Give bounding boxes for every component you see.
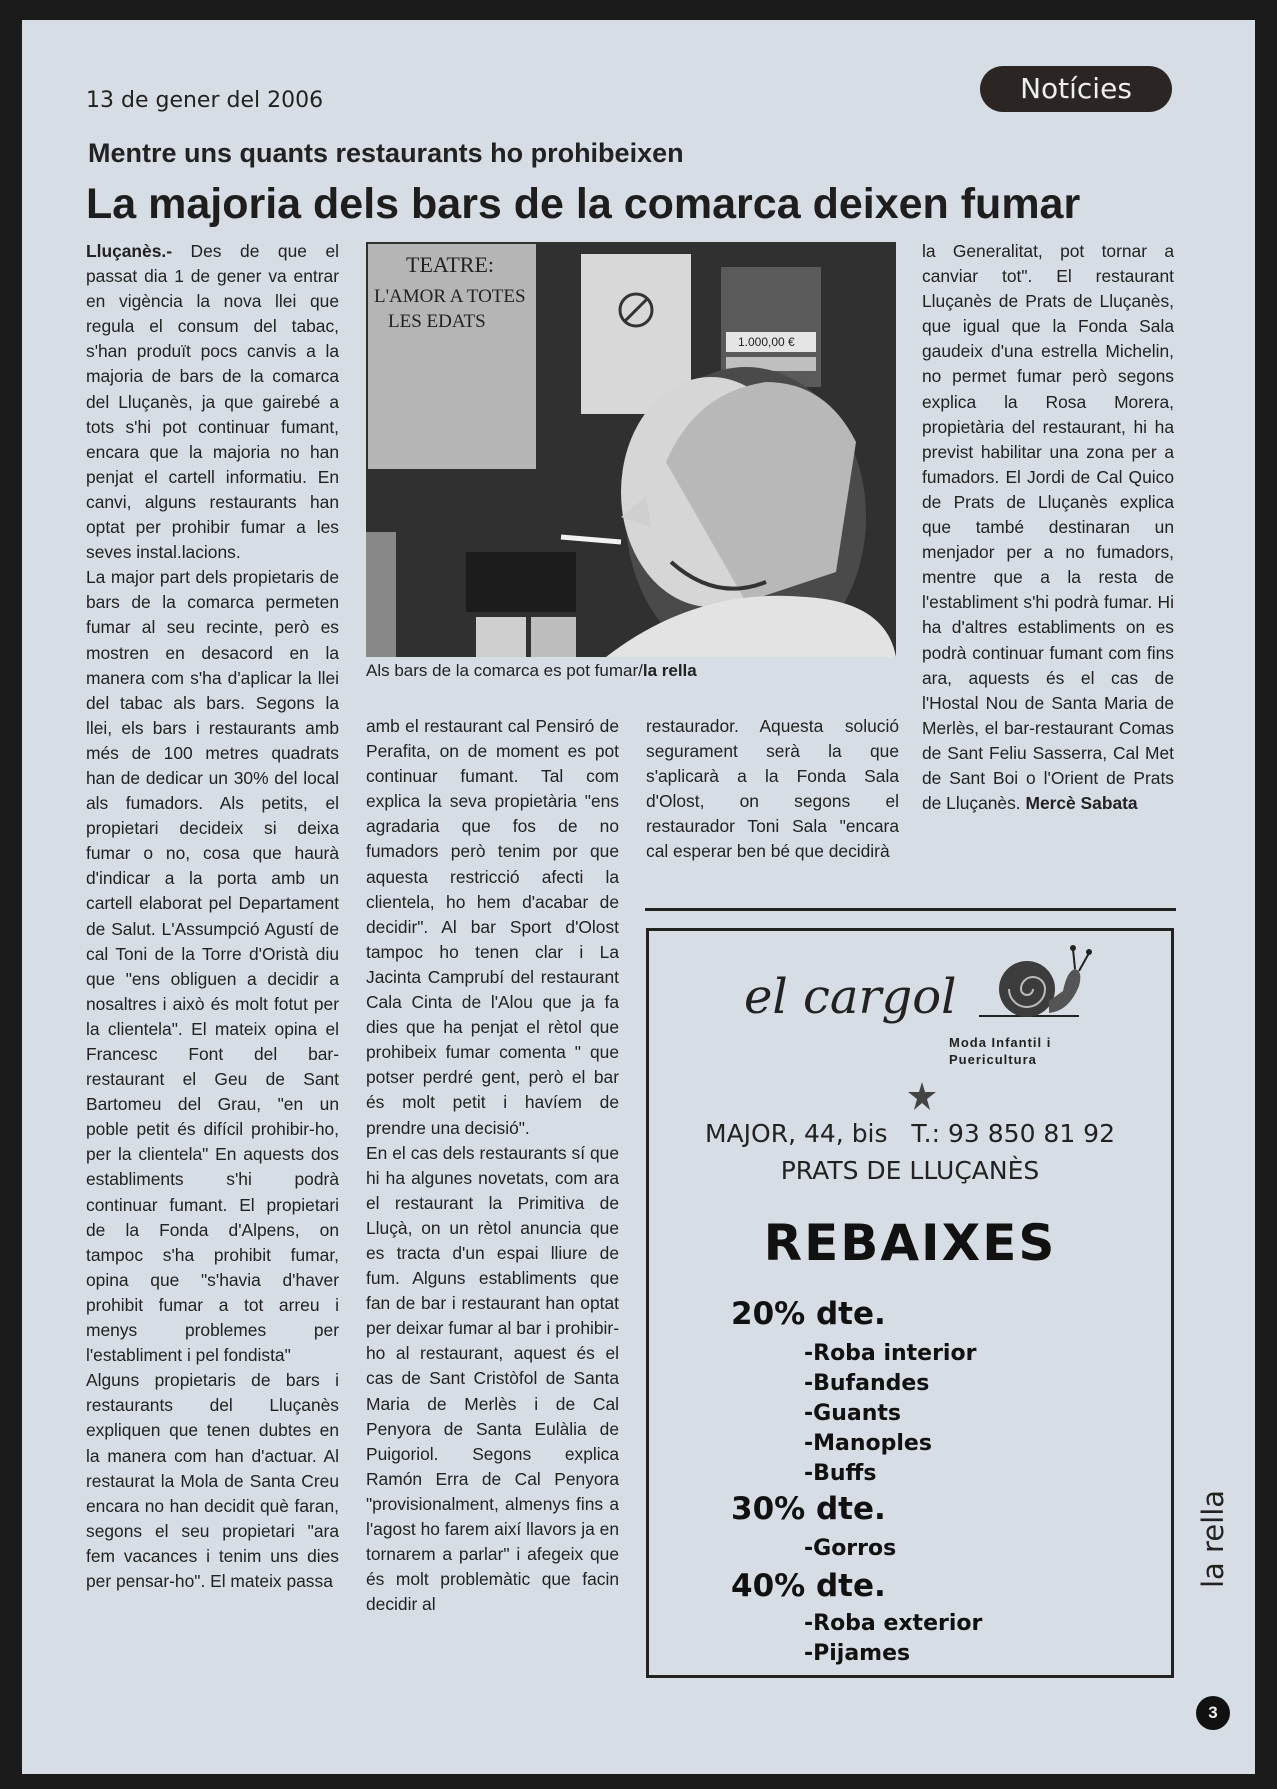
sale-item: -Buffs bbox=[804, 1461, 877, 1486]
photo-illustration bbox=[366, 242, 896, 657]
discount-30: 30% dte. bbox=[731, 1491, 886, 1527]
article-column-1 bbox=[86, 239, 339, 1679]
article-headline: La majoria dels bars de la comarca deixen fumar bbox=[86, 180, 1081, 228]
article-column-3 bbox=[646, 714, 899, 864]
sale-item: -Guants bbox=[804, 1401, 901, 1426]
discount-40: 40% dte. bbox=[731, 1568, 886, 1604]
ad-divider-rule bbox=[645, 908, 1176, 911]
discount-20: 20% dte. bbox=[731, 1296, 886, 1332]
advertisement-el-cargol bbox=[646, 928, 1174, 1678]
poster-text: LES EDATS bbox=[388, 311, 486, 332]
caption-credit: la rella bbox=[642, 661, 697, 680]
ad-town: PRATS DE LLUÇANÈS bbox=[780, 1156, 1040, 1185]
poster-text: TEATRE: bbox=[406, 252, 494, 277]
ad-tagline-line: Moda Infantil i bbox=[949, 1035, 1052, 1050]
photo-caption bbox=[366, 661, 896, 681]
page-number: 3 bbox=[1196, 1696, 1230, 1730]
paragraph: En el cas dels restaurants sí que hi ha algunes novetats, com ara el restaurant la Primitiva de Lluçà, on un rètol anuncia que es tracta d'un espai lliure de fum. Alguns establiments que fan de bar i restaurant han optat per deixar fumar al bar i prohibir-ho al restaurant, aquest és el cas de Sant Cristòfol de Santa Maria de Merlès i de Cal Penyora de Santa Eulàlia de Puigoriol. Segons explica Ramón Erra de Cal Penyora "provisionalment, almenys fins a l'agost ho farem així llavors ja en tornarem a parlar" i afegeix que és molt problemàtic que facin decidir al bbox=[366, 1142, 619, 1615]
author-signature: Mercè Sabata bbox=[1025, 793, 1138, 814]
sale-item: -Roba exterior bbox=[804, 1611, 983, 1636]
ad-brand-logo: el cargol bbox=[744, 969, 957, 1025]
publication-name: la rella bbox=[1196, 1489, 1230, 1588]
caption-text: Als bars de la comarca es pot fumar/ bbox=[366, 661, 643, 680]
paragraph-text: la Generalitat, pot tornar a canviar tot". El restaurant Lluçanès de Prats de Lluçanès, que igual que la Fonda Sala gaudeix d'una estrella Michelin, no permet fumar però segons explica la Rosa Morera, propietària del restaurant, hi ha previst habilitar una zona per a fumadors. El Jordi de Cal Quico de Prats de Lluçanès explica que també destinaran un menjador per a no fumadors, mentre que a la resta de l'establiment s'hi podrà fumar. Hi ha d'altres establiments on es podrà continuar fumant com fins ara, aquests és el cas de l'Hostal Nou de Santa Maria de Merlès, el bar-restaurant Comas de Sant Feliu Sasserra, Cal Met de Sant Boi o l'Orient de Prats de Lluçanès. bbox=[922, 241, 1174, 814]
section-badge: Notícies bbox=[980, 66, 1172, 112]
paragraph: amb el restaurant cal Pensiró de Perafita, on de moment es pot continuar fumant. Tal com explica la seva propietària "ens agradaria que fos de no fumadors però tenim por que aquesta restricció afecti la clientela, ho hem d'acabar de decidir". Al bar Sport d'Olost tampoc ho tenen clar i La Jacinta Camprubí del restaurant Cala Cinta de l'Alou que ja fa dies que ha penjat el rètol que prohibeix fumar comenta " que potser perdré gent, però el bar és molt petit i havíem de prendre una decisió". bbox=[366, 716, 619, 1138]
dateline-location: Lluçanès.- bbox=[86, 241, 173, 261]
sale-item: -Bufandes bbox=[804, 1371, 930, 1396]
price-tag: 1.000,00 € bbox=[738, 335, 795, 349]
article-photo bbox=[366, 242, 896, 657]
snail-icon bbox=[979, 941, 1099, 1031]
paragraph: La major part dels propietaris de bars de la comarca permeten fumar al seu recinte, però es mostren en desacord en la manera com s'ha d'aplicar la llei del tabac als bars. Segons la llei, els bars i restaurants amb més de 100 metres quadrats han de dedicar un 30% del local als fumadors. Als petits, el propietari decideix si deixa fumar o no, cosa que haurà d'indicar a la porta amb un cartell elaborat pel Departament de Salut. L'Assumpció Agustí de cal Toni de la Torre d'Oristà diu que "ens obliguen a decidir a nosaltres i això és molt fotut per la clientela". El mateix opina el Francesc Font del bar-restaurant el Geu de Sant Bartomeu del Grau, "en un poble petit és difícil prohibir-ho, per la clientela" En aquests dos establiments s'hi podrà continuar fumant. El propietari de la Fonda d'Alpens, on tampoc s'ha prohibit fumar, opina que "s'havia d'haver prohibit fumar a tot arreu i menys problemes per l'establiment i pel fondista" bbox=[86, 567, 339, 1366]
ad-sale-title: REBAIXES bbox=[763, 1214, 1057, 1272]
paragraph bbox=[86, 239, 339, 565]
paragraph bbox=[922, 239, 1174, 816]
sale-item: -Gorros bbox=[804, 1536, 897, 1561]
ad-tagline-line: Puericultura bbox=[949, 1052, 1037, 1067]
issue-date: 13 de gener del 2006 bbox=[86, 88, 324, 113]
sale-item: -Manoples bbox=[804, 1431, 932, 1456]
article-column-2 bbox=[366, 714, 619, 1674]
poster-text: L'AMOR A TOTES bbox=[374, 286, 526, 307]
star-icon bbox=[907, 1081, 937, 1111]
article-kicker: Mentre uns quants restaurants ho prohibeixen bbox=[88, 138, 684, 168]
sale-item: -Pijames bbox=[804, 1641, 911, 1666]
article-column-4 bbox=[922, 239, 1174, 869]
ad-tagline bbox=[949, 1034, 1051, 1068]
paragraph: restaurador. Aquesta solució segurament serà la que s'aplicarà a la Fonda Sala d'Olost, on segons el restaurador Toni Sala "encara cal esperar ben bé que decidirà bbox=[646, 716, 899, 862]
ad-address: MAJOR, 44, bis T.: 93 850 81 92 bbox=[705, 1119, 1115, 1148]
sale-item: -Roba interior bbox=[804, 1341, 977, 1366]
paragraph: Alguns propietaris de bars i restaurants del Lluçanès expliquen que tenen dubtes en la manera com han d'actuar. Al restaurat la Mola de Santa Creu encara no han decidit què faran, segons el seu propietari "ara fem vacances i tenim uns dies per pensar-ho". El mateix passa bbox=[86, 1370, 339, 1591]
paragraph-text: Des de que el passat dia 1 de gener va entrar en vigència la nova llei que regula el consum del tabac, s'han produït pocs canvis a la majoria de bars de la comarca del Lluçanès, ja que gairebé a tots s'hi pot continuar fumant, encara que la majoria no han penjat el cartell informatiu. En canvi, alguns restaurants han optat per prohibir fumar a les seves instal.lacions. bbox=[86, 241, 339, 563]
